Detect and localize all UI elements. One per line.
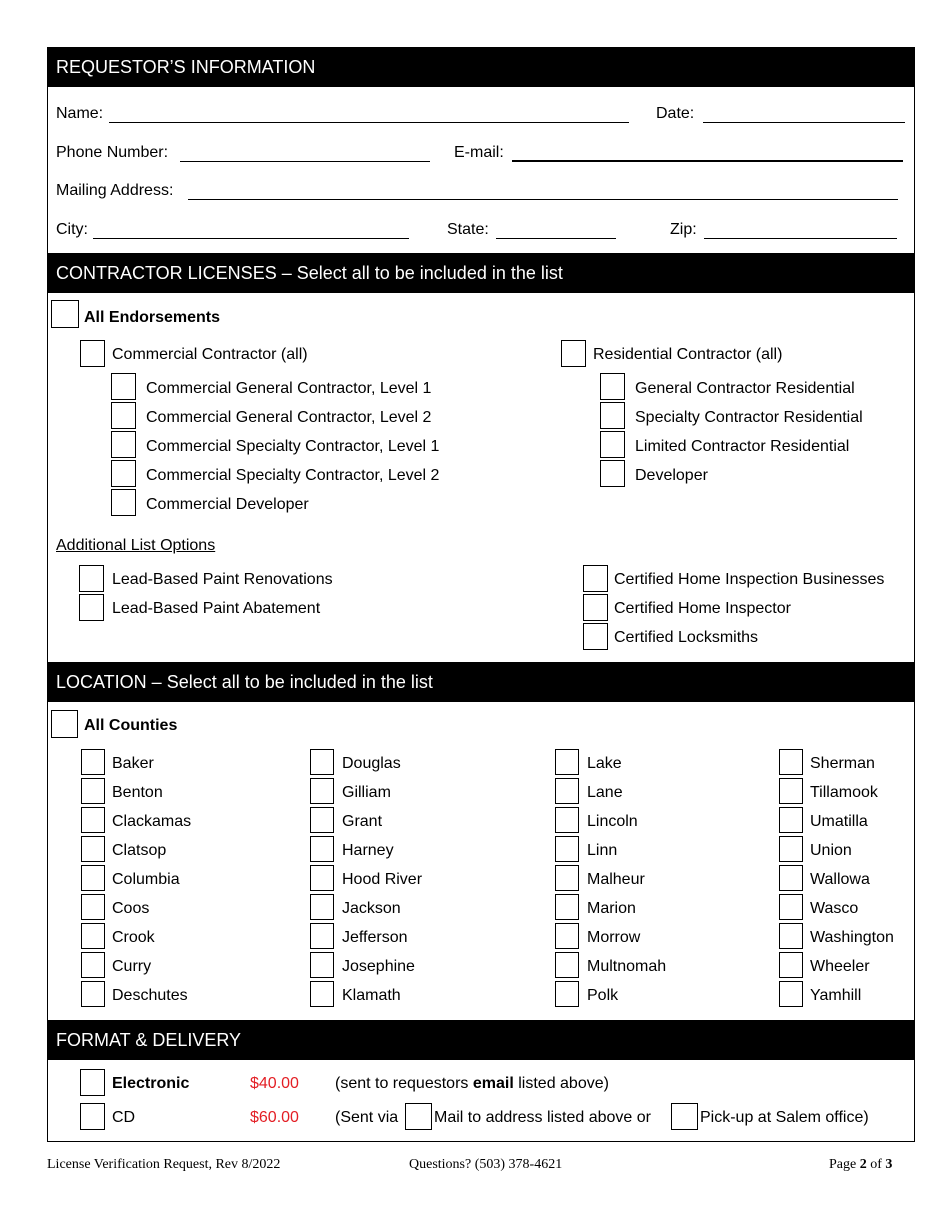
page-of: of	[870, 1157, 882, 1172]
county-label: Harney	[342, 842, 394, 859]
residential-item: General Contractor Residential	[635, 380, 855, 397]
date-field[interactable]	[703, 122, 905, 123]
format-header: FORMAT & DELIVERY	[48, 1020, 914, 1060]
page-prefix: Page	[829, 1157, 857, 1172]
county-label: Hood River	[342, 871, 423, 888]
zip-field[interactable]	[704, 238, 897, 239]
county-checkbox[interactable]	[81, 749, 105, 775]
county-checkbox[interactable]	[81, 923, 105, 949]
name-field[interactable]	[109, 122, 629, 123]
additional-item: Certified Home Inspection Businesses	[614, 571, 885, 588]
county-checkbox[interactable]	[779, 836, 803, 862]
county-checkbox[interactable]	[779, 778, 803, 804]
county-label: Crook	[112, 929, 155, 946]
county-checkbox[interactable]	[81, 865, 105, 891]
county-label: Josephine	[342, 958, 415, 975]
name-label: Name:	[56, 105, 104, 122]
county-checkbox[interactable]	[779, 952, 803, 978]
residential-checkbox[interactable]	[600, 460, 625, 487]
commercial-checkbox[interactable]	[111, 489, 136, 516]
county-checkbox[interactable]	[555, 981, 579, 1007]
residential-item: Developer	[635, 467, 708, 484]
county-checkbox[interactable]	[555, 836, 579, 862]
page-total: 3	[885, 1157, 893, 1172]
address-field[interactable]	[188, 199, 898, 200]
county-checkbox[interactable]	[310, 807, 334, 833]
additional-checkbox[interactable]	[79, 594, 104, 621]
county-checkbox[interactable]	[81, 807, 105, 833]
residential-checkbox[interactable]	[600, 373, 625, 400]
commercial-item: Commercial General Contractor, Level 2	[146, 409, 432, 426]
county-label: Jackson	[342, 900, 401, 917]
county-checkbox[interactable]	[310, 894, 334, 920]
email-field[interactable]	[512, 160, 903, 162]
commercial-checkbox[interactable]	[111, 402, 136, 429]
county-label: Lane	[587, 784, 623, 801]
cd-pickup-label: Pick-up at Salem office)	[700, 1109, 869, 1126]
state-label: State:	[447, 221, 489, 238]
county-checkbox[interactable]	[779, 981, 803, 1007]
cd-mail-label: Mail to address listed above or	[434, 1109, 651, 1126]
county-label: Marion	[587, 900, 636, 917]
page-current: 2	[859, 1157, 867, 1172]
phone-field[interactable]	[180, 161, 430, 162]
all-endorsements-label: All Endorsements	[84, 309, 221, 326]
additional-item: Lead-Based Paint Renovations	[112, 571, 333, 588]
county-label: Clackamas	[112, 813, 192, 830]
county-checkbox[interactable]	[779, 894, 803, 920]
residential-checkbox[interactable]	[600, 431, 625, 458]
county-checkbox[interactable]	[81, 894, 105, 920]
additional-item: Lead-Based Paint Abatement	[112, 600, 321, 617]
county-label: Sherman	[810, 755, 875, 772]
county-checkbox[interactable]	[81, 778, 105, 804]
city-label: City:	[56, 221, 88, 238]
county-label: Coos	[112, 900, 150, 917]
county-checkbox[interactable]	[310, 778, 334, 804]
county-label: Curry	[112, 958, 152, 975]
commercial-item: Commercial Specialty Contractor, Level 1	[146, 438, 440, 455]
additional-options-title: Additional List Options	[56, 537, 216, 554]
county-checkbox[interactable]	[555, 952, 579, 978]
county-label: Klamath	[342, 987, 401, 1004]
county-checkbox[interactable]	[779, 807, 803, 833]
county-label: Columbia	[112, 871, 180, 888]
county-label: Clatsop	[112, 842, 167, 859]
commercial-all-checkbox[interactable]	[80, 340, 105, 367]
residential-checkbox[interactable]	[600, 402, 625, 429]
commercial-checkbox[interactable]	[111, 431, 136, 458]
commercial-checkbox[interactable]	[111, 460, 136, 487]
county-label: Polk	[587, 987, 619, 1004]
county-checkbox[interactable]	[555, 923, 579, 949]
footer-page-number	[829, 1157, 892, 1173]
county-label: Wasco	[810, 900, 859, 917]
additional-checkbox[interactable]	[583, 623, 608, 650]
county-label: Baker	[112, 755, 154, 772]
county-label: Douglas	[342, 755, 401, 772]
county-label: Washington	[810, 929, 894, 946]
commercial-item: Commercial Specialty Contractor, Level 2	[146, 467, 440, 484]
all-endorsements-checkbox[interactable]	[51, 300, 79, 328]
cd-label: CD	[112, 1109, 136, 1126]
pickup-checkbox[interactable]	[671, 1103, 698, 1130]
county-checkbox[interactable]	[310, 981, 334, 1007]
county-label: Yamhill	[810, 987, 862, 1004]
county-label: Deschutes	[112, 987, 188, 1004]
electronic-checkbox[interactable]	[80, 1069, 105, 1096]
mail-checkbox[interactable]	[405, 1103, 432, 1130]
county-label: Jefferson	[342, 929, 408, 946]
commercial-checkbox[interactable]	[111, 373, 136, 400]
date-label: Date:	[656, 105, 695, 122]
county-checkbox[interactable]	[555, 807, 579, 833]
county-checkbox[interactable]	[310, 865, 334, 891]
county-label: Wheeler	[810, 958, 870, 975]
electronic-label: Electronic	[112, 1075, 190, 1092]
additional-checkbox[interactable]	[583, 565, 608, 592]
county-checkbox[interactable]	[81, 836, 105, 862]
licenses-header: CONTRACTOR LICENSES – Select all to be included in the list	[48, 253, 914, 293]
county-label: Malheur	[587, 871, 645, 888]
county-checkbox[interactable]	[310, 749, 334, 775]
county-label: Multnomah	[587, 958, 667, 975]
electronic-note	[335, 1074, 609, 1094]
residential-all-label: Residential Contractor (all)	[593, 346, 783, 363]
residential-all-checkbox[interactable]	[561, 340, 586, 367]
electronic-price: $40.00	[250, 1075, 299, 1092]
county-checkbox[interactable]	[310, 952, 334, 978]
county-label: Grant	[342, 813, 383, 830]
commercial-item: Commercial Developer	[146, 496, 309, 513]
county-label: Lake	[587, 755, 622, 772]
cd-price: $60.00	[250, 1109, 299, 1126]
all-counties-checkbox[interactable]	[51, 710, 78, 738]
email-label: E-mail:	[454, 144, 504, 161]
county-label: Benton	[112, 784, 163, 801]
additional-item: Certified Home Inspector	[614, 600, 791, 617]
requestor-header: REQUESTOR’S INFORMATION	[48, 47, 914, 87]
phone-label: Phone Number:	[56, 144, 169, 161]
county-label: Tillamook	[810, 784, 878, 801]
county-label: Umatilla	[810, 813, 868, 830]
residential-item: Specialty Contractor Residential	[635, 409, 863, 426]
city-field[interactable]	[93, 238, 409, 239]
additional-item: Certified Locksmiths	[614, 629, 759, 646]
county-checkbox[interactable]	[555, 865, 579, 891]
county-checkbox[interactable]	[310, 923, 334, 949]
residential-item: Limited Contractor Residential	[635, 438, 850, 455]
commercial-all-label: Commercial Contractor (all)	[112, 346, 308, 363]
electronic-note-post: listed above)	[518, 1075, 609, 1092]
county-checkbox[interactable]	[310, 836, 334, 862]
cd-note-pre: (Sent via	[335, 1109, 399, 1126]
county-checkbox[interactable]	[779, 749, 803, 775]
footer-revision: License Verification Request, Rev 8/2022	[47, 1157, 281, 1172]
commercial-item: Commercial General Contractor, Level 1	[146, 380, 432, 397]
county-checkbox[interactable]	[555, 894, 579, 920]
all-counties-label: All Counties	[84, 717, 178, 734]
county-label: Gilliam	[342, 784, 391, 801]
county-checkbox[interactable]	[81, 981, 105, 1007]
county-checkbox[interactable]	[779, 923, 803, 949]
state-field[interactable]	[496, 238, 616, 239]
location-header: LOCATION – Select all to be included in the list	[48, 662, 914, 702]
electronic-note-email: email	[472, 1075, 514, 1092]
county-label: Linn	[587, 842, 618, 859]
county-checkbox[interactable]	[555, 778, 579, 804]
electronic-note-pre: (sent to requestors	[335, 1075, 469, 1092]
county-label: Union	[810, 842, 852, 859]
additional-checkbox[interactable]	[79, 565, 104, 592]
county-checkbox[interactable]	[81, 952, 105, 978]
county-checkbox[interactable]	[779, 865, 803, 891]
county-label: Lincoln	[587, 813, 638, 830]
address-label: Mailing Address:	[56, 182, 174, 199]
county-checkbox[interactable]	[555, 749, 579, 775]
county-label: Morrow	[587, 929, 641, 946]
county-label: Wallowa	[810, 871, 870, 888]
cd-checkbox[interactable]	[80, 1103, 105, 1130]
zip-label: Zip:	[670, 221, 697, 238]
footer-questions: Questions? (503) 378-4621	[409, 1157, 563, 1172]
additional-checkbox[interactable]	[583, 594, 608, 621]
